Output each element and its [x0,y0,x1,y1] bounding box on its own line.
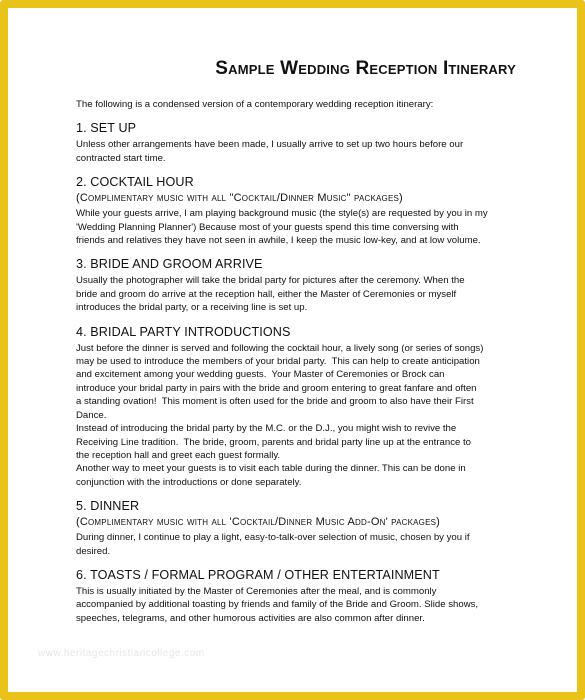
watermark-text: www.heritagechristiancollege.com [38,648,205,659]
intro-text: The following is a condensed version of a contemporary wedding reception itinerary: [76,99,434,110]
section-paragraph: During dinner, I continue to play a light, easy-to-talk-over selection of music, chosen by you if desired. [76,532,470,557]
document-title: Sample Wedding Reception Itinerary [215,58,516,79]
section-heading: 2. COCKTAIL HOUR [76,175,194,190]
section-bridal-party-introductions [76,325,516,489]
section-bride-groom-arrive [76,257,516,314]
section-set-up [76,121,516,165]
section-paragraph: This is usually initiated by the Master of Ceremonies after the meal, and is commonly accompanied by additional toasting by friends and family of the Bride and Groom. Slide shows, speeches, telegrams, and other humorous activities are also common after dinner. [76,585,479,624]
section-heading: 5. DINNER [76,499,140,514]
section-heading: 3. BRIDE AND GROOM ARRIVE [76,257,263,272]
section-heading: 1. SET UP [76,121,137,136]
section-dinner [76,499,516,558]
section-heading: 6. TOASTS / FORMAL PROGRAM / OTHER ENTERTAINMENT [76,567,440,582]
section-paragraph: Another way to meet your guests is to visit each table during the dinner. This can be done in conjunction with the introductions or done separately. [76,463,466,488]
section-subheading: (Complimentary music with all "Cocktail/Dinner Music" packages) [76,192,403,205]
section-toasts [76,568,516,625]
section-subheading: (Complimentary music with all 'Cocktail/Dinner Music Add-On' packages) [76,516,441,529]
section-paragraph: Instead of introducing the bridal party by the M.C. or the D.J., you might wish to revive the Receiving Line tradition. The bride, groom, parents and bridal party line up at the entrance to the reception hall and greet each guest formally. [76,423,472,461]
section-paragraph: Just before the dinner is served and following the cocktail hour, a lively song (or series of songs) may be used to introduce the members of your bridal party. This can help to create anticipation and excitement among your wedding guests. Your Master of Ceremonies or Brock can introduce your bridal party in pairs with the bride and groom entering to great fanfare and often a standing ovation! This moment is often used for the bride and groom to also have their First Dance. [76,342,484,421]
section-heading: 4. BRIDAL PARTY INTRODUCTIONS [76,324,291,339]
section-paragraph: Unless other arrangements have been made, I usually arrive to set up two hours before our contracted start time. [76,139,464,164]
section-paragraph: While your guests arrive, I am playing background music (the style(s) are requested by you in my 'Wedding Planning Planner') Because most of your guests spend this time conversing with friends and relatives they have not seen in awhile, I keep the music low-key, and at low volume. [76,208,488,247]
section-paragraph: Usually the photographer will take the bridal party for pictures after the ceremony. When the bride and groom do arrive at the reception hall, either the Master of Ceremonies or myself introduces the bridal party, or a receiving line is set up. [76,275,465,314]
document-body [76,58,516,625]
section-cocktail-hour [76,175,516,247]
